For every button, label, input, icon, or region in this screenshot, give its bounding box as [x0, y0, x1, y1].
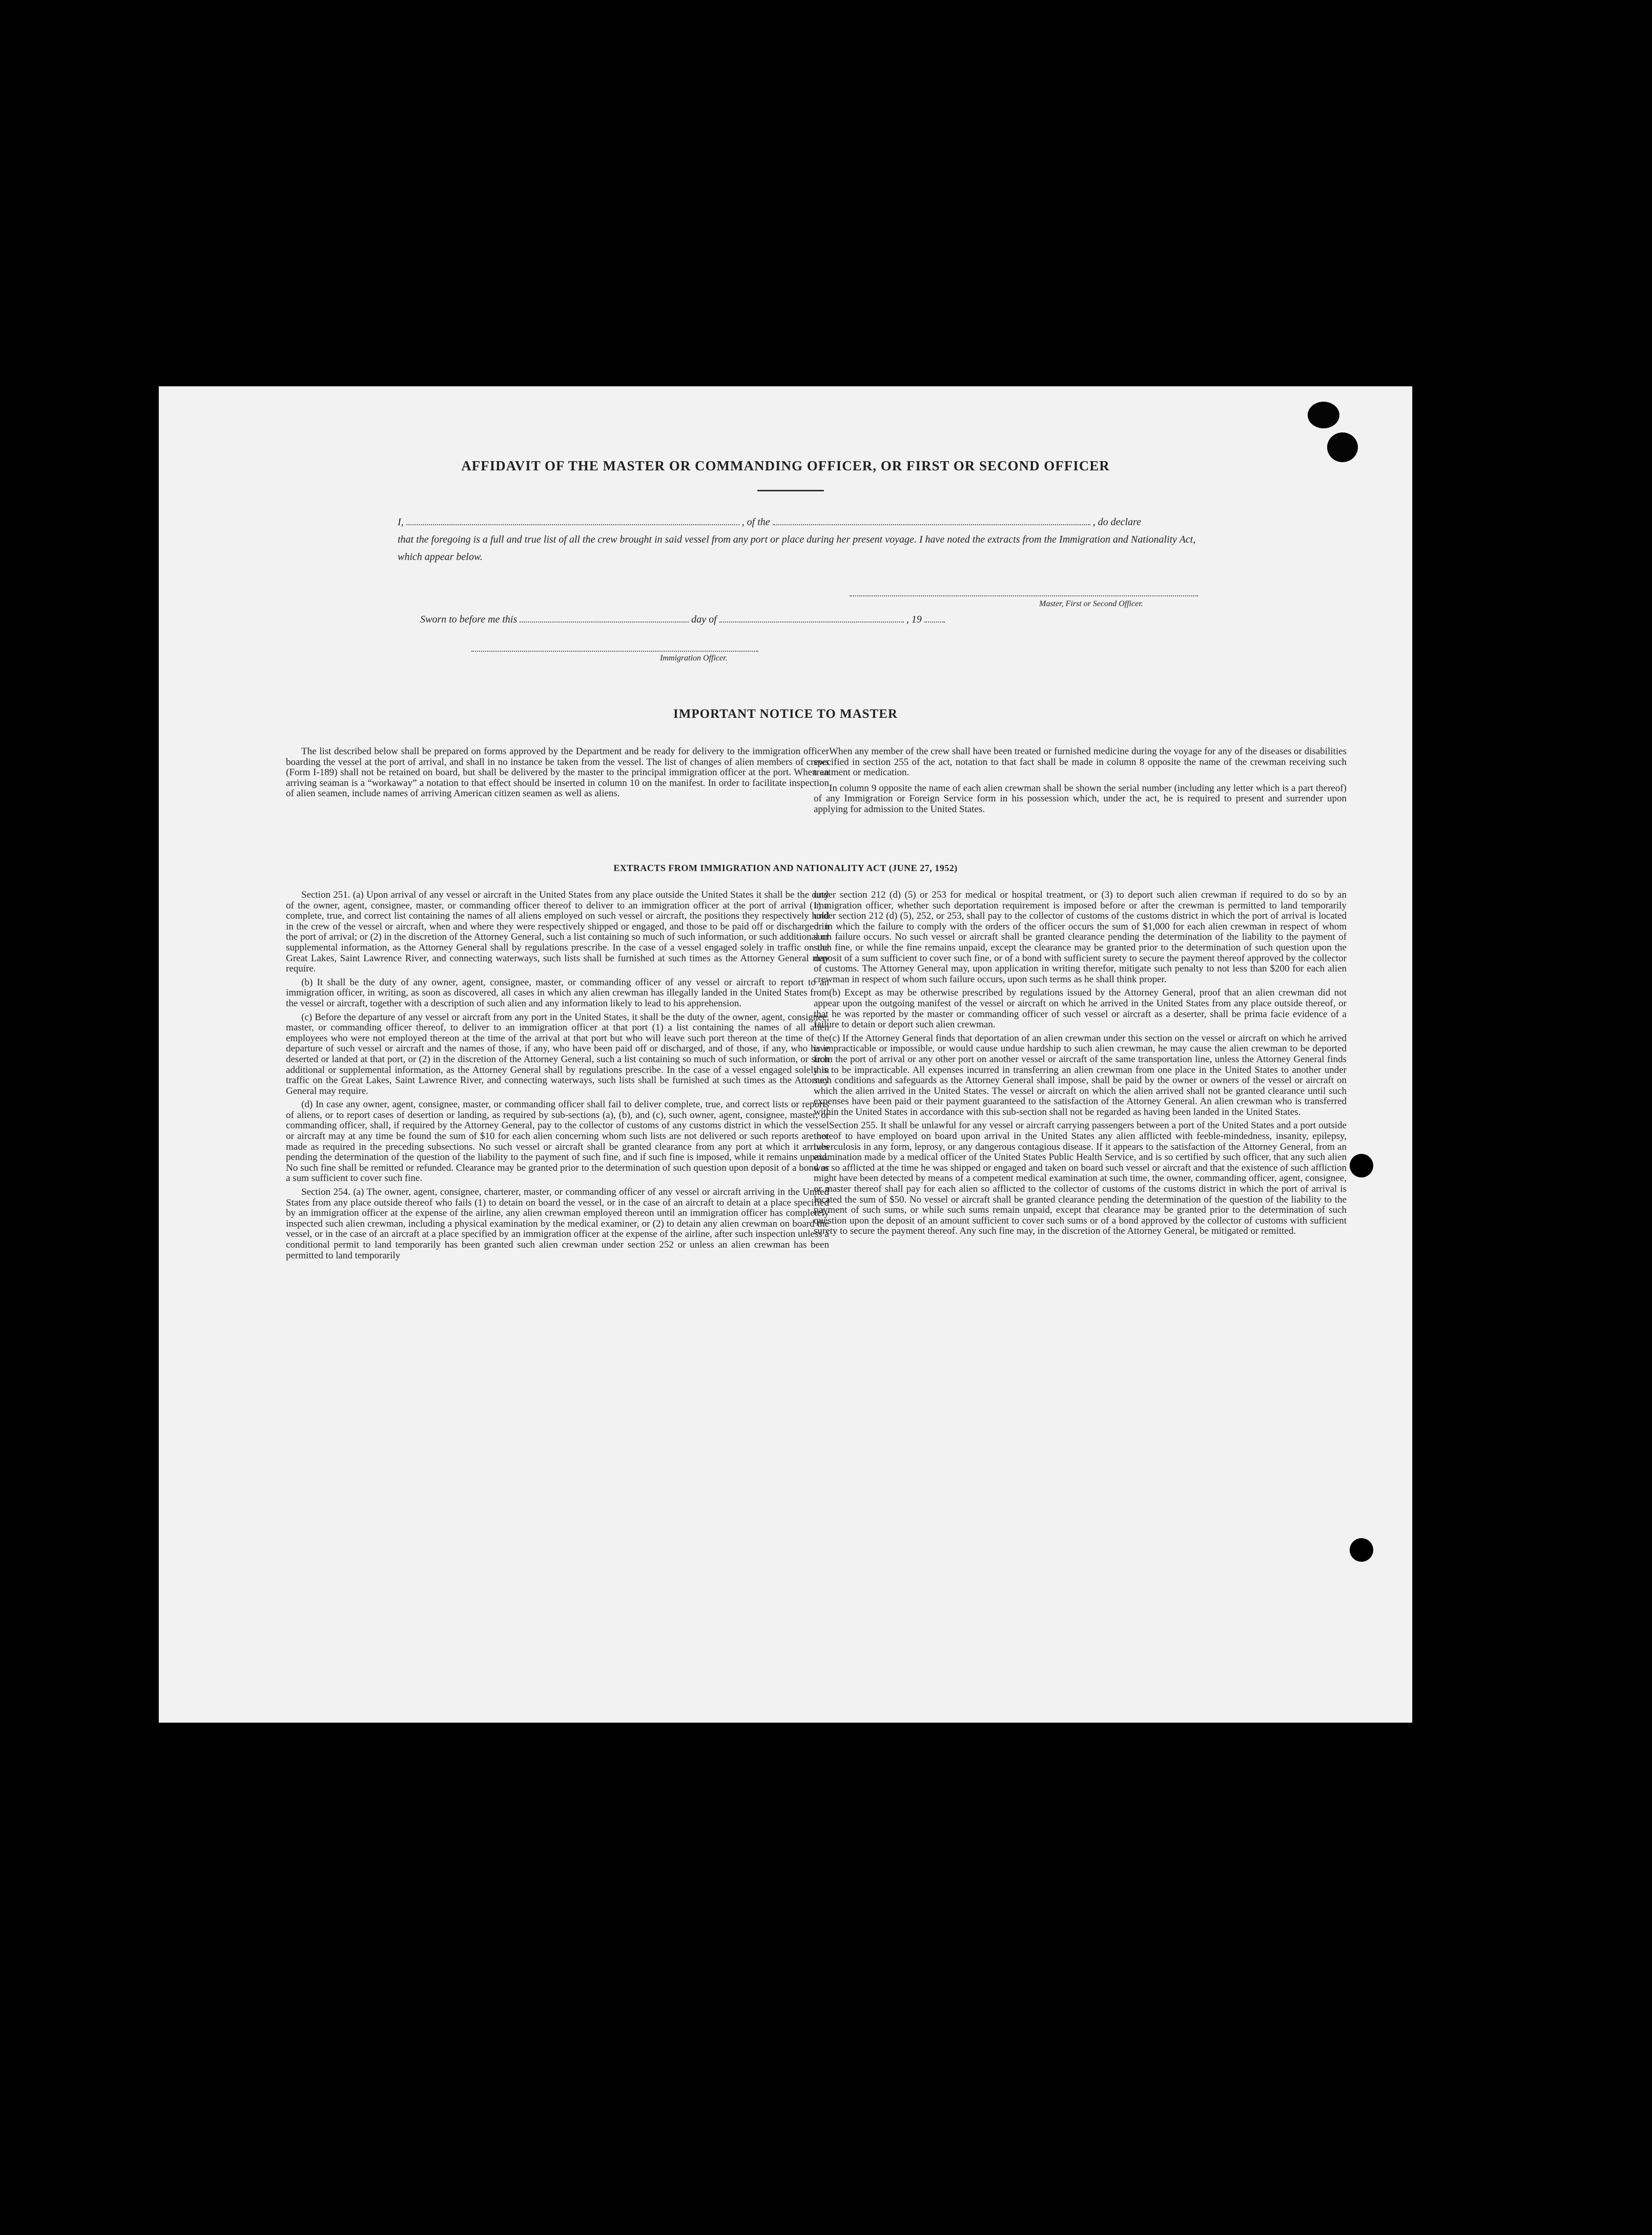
extracts-right-column — [814, 890, 1347, 1237]
ink-blot-mark — [1308, 402, 1339, 428]
sworn-year-field[interactable] — [924, 612, 945, 623]
sworn-month-field[interactable] — [719, 612, 904, 623]
declare-label: , do declare — [1092, 516, 1141, 528]
extracts-title: EXTRACTS FROM IMMIGRATION AND NATIONALITY ACT (JUNE 27, 1952) — [613, 863, 958, 873]
master-signature-label: Master, First or Second Officer. — [1039, 599, 1143, 608]
notice-title: IMPORTANT NOTICE TO MASTER — [673, 707, 898, 721]
affidavit-title: AFFIDAVIT OF THE MASTER OR COMMANDING OFFICER, OR FIRST OR SECOND OFFICER — [461, 458, 1110, 473]
title-divider — [757, 490, 824, 491]
year-label: , 19 — [906, 614, 922, 625]
affidavit-statement: that the foregoing is a full and true list of all the crew brought in said vessel from any port or place during her present voyage. I have noted the extracts from the Immigration and Nationality Act, which appear below. — [398, 534, 1196, 563]
declarant-name-field[interactable] — [406, 515, 739, 525]
notice-paragraph: The list described below shall be prepared on forms approved by the Department and be ready for delivery to the immigration officer boarding the vessel at the port of arrival, and shall in no instance be taken from the vessel. The list of changes of alien members of crews (Form I-189) shall not be retained on board, but shall be delivered by the master to the principal immigration officer at the port. When an arriving seaman is a “workaway” a notation to that effect should be inserted in column 10 on the manifest. In order to facilitate inspection of alien seamen, include names of arriving American citizen seamen as well as aliens. — [286, 746, 829, 799]
notice-paragraph: In column 9 opposite the name of each alien crewman shall be shown the serial number (including any letter which is a part thereof) of any Immigration or Foreign Service form in his possession which, under the act, he is required to present and surrender upon applying for admission to the United States. — [814, 782, 1347, 815]
extract-paragraph: (b) Except as may be otherwise prescribed by regulations issued by the Attorney General, proof that an alien crewman did not appear upon the outgoing manifest of the vessel or aircraft on which he arrived in the United States from any place outside thereof, or that he was reported by the master or commanding officer of such vessel or aircraft as a deserter, shall be prima facie evidence of a failure to detain or deport such alien crewman. — [814, 987, 1347, 1030]
sworn-statement — [420, 611, 1189, 628]
extract-paragraph: (c) Before the departure of any vessel or aircraft from any port in the United States, it shall be the duty of the owner, agent, consignee, master, or commanding officer thereof, to deliver to an immigration officer at that port (1) a list containing the names of all alien employees who were not employed thereon at the time of the arrival at that port but who will leave such port thereon at the time of the departure of such vessel or aircraft and the names of those, if any, who have been paid off or discharged, and of those, if any, who have deserted or landed at that port, or (2) in the discretion of the Attorney General, such a list containing so much of such information, or such additional or supplemental information, as the Attorney General shall by regulations prescribe. In the case of a vessel engaged solely in traffic on the Great Lakes, Saint Lawrence River, and connecting waterways, such lists shall be furnished at such times as the Attorney General may require. — [286, 1011, 829, 1096]
extract-paragraph: under section 212 (d) (5) or 253 for medical or hospital treatment, or (3) to deport such alien crewman if required to do so by an immigration officer, whether such deportation requirement is imposed before or after the crewman is permitted to land temporarily under section 212 (d) (5), 252, or 253, shall pay to the collector of customs of the customs district in which the port of arrival is located or in which the failure to comply with the orders of the officer occurs the sum of $1,000 for each alien crewman in respect of whom such failure occurs. No such vessel or aircraft shall be granted clearance pending the determination of the liability to the payment of such fine, or while the fine remains unpaid, except the clearance may be granted prior to the determination of such question upon the deposit of a sum sufficient to cover such fine, or of a bond with sufficient surety to secure the payment thereof approved by the collector of customs. The Attorney General may, upon application in writing therefor, mitigate such penalty to not less than $200 for each alien crewman in respect of whom such failure occurs, upon such terms as he shall think proper. — [814, 889, 1347, 985]
extract-paragraph: Section 254. (a) The owner, agent, consignee, charterer, master, or commanding officer of any vessel or aircraft arriving in the United States from any place outside thereof who fails (1) to detain on board the vessel, or in the case of an aircraft to detain at a place specified by an immigration officer at the expense of the airline, any alien crewman employed thereon until an immigration officer has completely inspected such alien crewman, including a physical examination by the medical examiner, or (2) to detain any alien crewman on board the vessel, or in the case of an aircraft at a place specified by an immigration officer at the expense of the airline, after such inspection unless a conditional permit to land temporarily has been granted such alien crewman under section 252 or unless an alien crewman has been permitted to land temporarily — [286, 1187, 829, 1261]
notice-right-column — [814, 747, 1347, 815]
master-signature-line[interactable] — [850, 595, 1198, 596]
vessel-name-field[interactable] — [773, 515, 1090, 525]
affidavit-declaration — [398, 513, 1361, 531]
notice-paragraph: When any member of the crew shall have been treated or furnished medicine during the voyage for any of the diseases or disabilities specified in section 255 of the act, notation to that fact shall be made in column 8 opposite the name of the crewman receiving such treatment or medication. — [814, 746, 1347, 778]
officer-signature-line[interactable] — [471, 651, 758, 652]
sworn-label: Sworn to before me this — [420, 614, 518, 625]
officer-signature-label: Immigration Officer. — [660, 654, 728, 663]
sworn-date-field[interactable] — [520, 612, 689, 623]
notice-left-column — [286, 747, 829, 799]
extract-paragraph: Section 255. It shall be unlawful for any vessel or aircraft carrying passengers between a port of the United States and a port outside thereof to have employed on board upon arrival in the United States any alien afflicted with feeble-mindedness, insanity, epilepsy, tuberculosis in any form, leprosy, or any dangerous contagious disease. If it appears to the satisfaction of the Attorney General, from an examination made by a medical officer of the United States Public Health Service, and is so certified by such officer, that any such alien was so afflicted at the time he was shipped or engaged and taken on board such vessel or aircraft and that the existence of such affliction might have been detected by means of a competent medical examination at such time, the owner, commanding officer, agent, consignee, or master thereof shall pay for each alien so afflicted to the collector of customs of the customs district in which the port of arrival is located the sum of $50. No vessel or aircraft shall be granted clearance pending the determination of the question of the liability to the payment of such sums, or while such sums remain unpaid, except that clearance may be granted prior to the determination of such question upon the deposit of an amount sufficient to cover such sums or of a bond approved by the collector of customs with sufficient surety to secure the payment thereof. Any such fine may, in the discretion of the Attorney General, be mitigated or remitted. — [814, 1120, 1347, 1237]
declarant-label: I, — [398, 516, 404, 528]
extract-paragraph: (d) In case any owner, agent, consignee, master, or commanding officer shall fail to deliver complete, true, and correct lists or reports of aliens, or to report cases of desertion or landing, as required by sub-sections (a), (b), and (c), such owner, agent, consignee, master, or commanding officer, shall, if required by the Attorney General, pay to the collector of customs of any customs district in which the vessel or aircraft may at any time be found the sum of $10 for each alien concerning whom such lists are not delivered or such reports are not made as required in the preceding subsections. No such vessel or aircraft shall be granted clearance from any port at which it arrives pending the determination of the question of the liability to the payment of such fine, and if such fine is imposed, while it remains unpaid. No such fine shall be remitted or refunded. Clearance may be granted prior to the determination of such question upon deposit of a bond or a sum sufficient to cover such fine. — [286, 1099, 829, 1184]
vessel-label: , of the — [741, 516, 770, 528]
punch-hole — [1350, 1538, 1373, 1562]
extract-paragraph: (c) If the Attorney General finds that deportation of an alien crewman under this section on the vessel or aircraft on which he arrived is impracticable or impossible, or would cause undue hardship to such alien crewman, he may cause the alien crewman to be deported from the port of arrival or any other port on another vessel or aircraft of the same transportation line, unless the Attorney General finds this to be impracticable. All expenses incurred in transferring an alien crewman from one place in the United States to another under such conditions and safeguards as the Attorney General shall impose, shall be paid by the owner or owners of the vessel or aircraft on which the alien arrived in the United States. The vessel or aircraft on which the alien arrived shall not be granted clearance until such expenses have been paid or their payment guaranteed to the satisfaction of the Attorney General. An alien crewman who is transferred within the United States in accordance with this sub-section shall not be regarded as having been landed in the United States. — [814, 1032, 1347, 1118]
document-page — [158, 385, 1413, 1724]
punch-hole — [1350, 1154, 1373, 1177]
extracts-left-column — [286, 890, 829, 1261]
extract-paragraph: (b) It shall be the duty of any owner, agent, consignee, master, or commanding officer of any vessel or aircraft to report to an immigration officer, in writing, as soon as discovered, all cases in which any alien crewman has illegally landed in the United States from the vessel or aircraft, together with a description of such alien and any information likely to lead to his apprehension. — [286, 977, 829, 1009]
day-of-label: day of — [691, 614, 717, 625]
extract-paragraph: Section 251. (a) Upon arrival of any vessel or aircraft in the United States from any place outside the United States it shall be the duty of the owner, agent, consignee, master, or commanding officer thereof to deliver to an immigration officer at the port of arrival (1) a complete, true, and correct list containing the names of all aliens employed on such vessel or aircraft, the positions they respectively hold in the crew of the vessel or aircraft, when and where they were respectively shipped or engaged, and those to be paid off or discharged in the port of arrival; or (2) in the discretion of the Attorney General, such a list containing so much of such information, or such additional or supplemental information, as the Attorney General shall by regulations prescribe. In the case of a vessel engaged solely in traffic on the Great Lakes, Saint Lawrence River, and connecting waterways, such lists shall be furnished at such times as the Attorney General may require. — [286, 889, 829, 975]
